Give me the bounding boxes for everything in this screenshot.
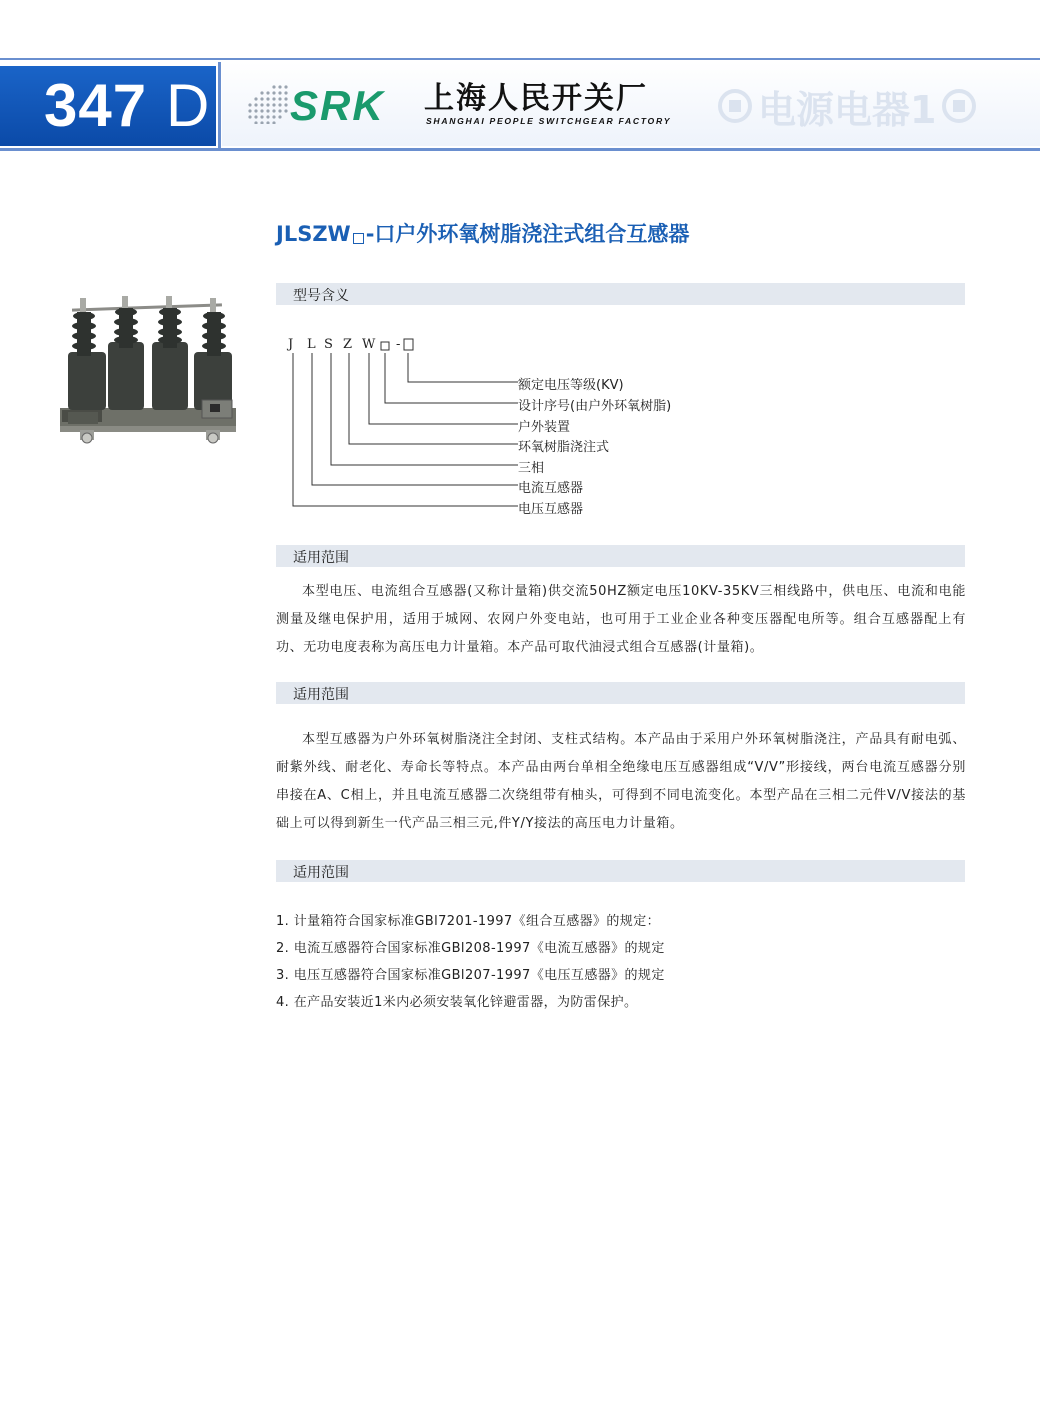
section-heading: 型号含义 <box>293 288 349 304</box>
header-bottom-rule <box>0 148 1040 151</box>
legend-item: 电流互感器 <box>518 481 584 496</box>
standards-item: 2. 电流互感器符合国家标准GBl208-1997《电流互感器》的规定 <box>276 941 665 956</box>
section-bar-structure <box>276 682 965 704</box>
standards-item: 1. 计量箱符合国家标准GBl7201-1997《组合互感器》的规定： <box>276 914 660 929</box>
model-letter: L <box>307 337 316 352</box>
model-letter: J <box>288 337 294 352</box>
legend-item: 额定电压等级(KV) <box>518 378 624 393</box>
product-title-prefix: JLSZW <box>276 222 351 246</box>
bullet-circle-icon <box>718 89 752 123</box>
section-title-text: 电源电器1 <box>758 87 937 132</box>
model-legend-lines <box>280 336 520 516</box>
header-divider <box>218 62 221 148</box>
product-image <box>56 290 240 454</box>
legend-item: 三相 <box>518 461 545 476</box>
section-heading: 适用范围 <box>293 687 349 703</box>
standards-item: 3. 电压互感器符合国家标准GBl207-1997《电压互感器》的规定 <box>276 968 665 983</box>
structure-paragraph: 本型互感器为户外环氧树脂浇注全封闭、支柱式结构。本产品由于采用户外环氧树脂浇注，产品具有耐电弧、耐紫外线、耐老化、寿命长等特点。本产品由两台单相全绝缘电压互感器组成“V/V”形接线，两台电流互感器分别串接在A、C相上，并且电流互感器二次绕组带有柚头，可得到不同电流变化。本型产品在三相二元件V/V接法的基础上可以得到新生一代产品三相三元,件Y/Y接法的高压电力计量箱。 <box>276 732 966 831</box>
model-letter: - <box>396 337 401 352</box>
section-bar-standards <box>276 860 965 882</box>
header-top-rule <box>0 58 1040 60</box>
model-letter: S <box>324 337 333 352</box>
product-title <box>276 218 689 248</box>
section-bar-model <box>276 283 965 305</box>
product-title-suffix: -口户外环氧树脂浇注式组合互感器 <box>365 222 690 246</box>
section-title <box>712 80 982 132</box>
section-heading: 适用范围 <box>293 865 349 881</box>
legend-item: 电压互感器 <box>518 502 584 517</box>
section-heading: 适用范围 <box>293 550 349 566</box>
scope-paragraph: 本型电压、电流组合互感器(又称计量箱)供交流50HZ额定电压10KV-35KV三相线路中，供电压、电流和电能测量及继电保护用，适用于城网、农网户外变电站，也可用于工业企业各种变压器配电所等。组合互感器配上有功、无功电度表称为高压电力计量箱。本产品可取代油浸式组合互感器(计量箱)。 <box>276 584 966 655</box>
model-letter: Z <box>343 337 353 352</box>
standards-item: 4. 在产品安装近1米内必须安装氧化锌避雷器，为防雷保护。 <box>276 995 638 1010</box>
company-name-en: SHANGHAI PEOPLE SWITCHGEAR FACTORY <box>426 116 672 126</box>
bullet-circle-icon <box>942 89 976 123</box>
model-letter: W <box>362 337 376 352</box>
legend-item: 户外装置 <box>518 420 571 435</box>
company-name-cn: 上海人民开关厂 <box>424 81 648 116</box>
page-number: 347 <box>44 72 148 139</box>
legend-item: 环氧树脂浇注式 <box>518 440 610 455</box>
logo-dot-pattern-icon <box>244 84 288 124</box>
page-letter: D <box>166 72 210 139</box>
section-bar-scope <box>276 545 965 567</box>
brand-logo: SRK <box>290 82 385 129</box>
legend-item: 设计序号(由户外环氧树脂) <box>518 399 672 414</box>
placeholder-box-icon <box>353 233 364 244</box>
